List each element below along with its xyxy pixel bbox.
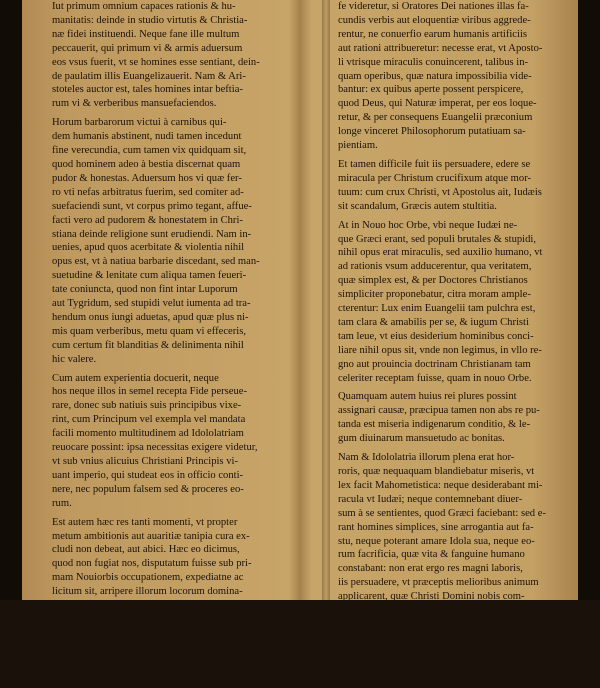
text-line: sit scandalum, Græcis autem stultitia.: [338, 200, 497, 212]
column-gutter: [322, 0, 330, 600]
text-line: hos neque illos in semel recepta Fide perseue-: [52, 386, 248, 398]
text-line: cterentur: Lux enim Euangelii tam pulchra est,: [338, 303, 536, 315]
text-line: quam operibus, quæ natura impossibilia vide-: [338, 70, 532, 82]
text-line: bantur: ex quibus aperte possent perspicere,: [338, 84, 524, 96]
text-line: dem humanis abstinent, nudi tamen incedunt: [52, 131, 242, 143]
text-line: facili momento multitudinem ad Idololatriam: [52, 428, 244, 440]
text-line: rint, cum Principum vel exempla vel mandata: [52, 414, 246, 426]
text-line: Nam & Idololatria illorum plena erat hor-: [338, 452, 515, 464]
text-line: Cum autem experientia docuerit, neque: [52, 372, 219, 384]
text-line: mam Nouiorbis occupationem, expediatne ac: [52, 572, 244, 584]
text-line: reuocare possint: ipsa necessitas exigere videtur,: [52, 442, 258, 454]
text-line: ad rationis vsum adducerentur, qua veritatem,: [338, 261, 532, 273]
left-text-column: [52, 0, 300, 686]
text-line: li vtrisque miraculis conuincerent, talibus in-: [338, 56, 529, 68]
text-line: rentur, ne conuerfio earum humanis artificiis: [338, 28, 528, 40]
text-line: que quicquid illis proponebatur de magnitudi-: [338, 665, 533, 677]
text-line: liare nihil opus sit, vnde non legimus, in vllo re-: [338, 344, 542, 356]
left-binding-edge: [0, 0, 22, 600]
text-line: manitatis: deinde in studio virtutis & Christia-: [52, 14, 248, 26]
text-line: tanda est miseria indigenarum conditio, & le-: [338, 419, 531, 431]
text-line: fine verecundia, cum tamen vix quidquam sit,: [52, 145, 247, 157]
text-line: mna, quæ illinc quidem Mahometistæ, hinc ve-: [52, 627, 253, 639]
text-line: tam clara & amabilis per se, & iugum Christi: [338, 316, 529, 328]
text-line: rum.: [52, 497, 72, 509]
text-line: iis persuadere, vt præceptis melioribus animum: [338, 577, 539, 589]
text-line: At in Nouo hoc Orbe, vbi neque Iudæi ne-: [338, 219, 518, 231]
text-line: tate coniuncta, quod non fint intar Luporum: [52, 284, 238, 296]
text-line: hic valere.: [52, 353, 97, 365]
text-line: uenies, apud quos acerbitate & violentia nihil: [52, 242, 245, 254]
text-line: cundis verbis aut eloquentiæ viribus aggrede-: [338, 14, 531, 26]
text-line: licitum sit, arripere illorum locorum domina-: [52, 586, 243, 598]
text-line: uant imperio, qui studeat eos in officio conti-: [52, 469, 244, 481]
text-line: peccauerit, qui primum vi & armis aduersum: [52, 42, 243, 54]
text-line: tam leue, vt eius desiderium hominibus conci-: [338, 330, 534, 342]
text-line: quæ simplex est, & per Doctores Christianos: [338, 275, 528, 287]
text-line: mendauit lenitas.: [338, 605, 411, 617]
text-line: stu, neque poterant amare Idola sua, neque eo-: [338, 535, 535, 547]
text-line: assignari causæ, præcipua tamen non abs re pu-: [338, 405, 540, 417]
text-line: rum vi & verberibus mansuefaciendos.: [52, 98, 217, 110]
text-line: suefaciendi sunt, vt corpus primo tegant, affue-: [52, 200, 252, 212]
text-line: ro Angli intulerunt.: [52, 641, 134, 653]
text-line: gno aut prouincia doctrinam Christianam tam: [338, 358, 531, 370]
text-line: Horum barbarorum victui à carnibus qui-: [52, 117, 227, 129]
text-line: Quamquam autem huius rei plures possint: [338, 391, 517, 403]
text-line: ro vti nefas arbitratus fuerim, sed comiter ad-: [52, 186, 244, 198]
text-line: gum diuinarum mansuetudo ac bonitas.: [338, 433, 505, 445]
text-line: aut rationi attribueretur: necesse erat, vt Aposto-: [338, 42, 543, 54]
text-line: cludi non debeat, aut abici. Hæc eo dicimus,: [52, 544, 240, 556]
text-line: næ fidei instituendi. Neque fane ille multum: [52, 28, 240, 40]
text-line: Iut primum omnium capaces rationis & hu-: [52, 1, 236, 12]
text-line: eos vsus fuerit, vt se homines esse sentiant, dein-: [52, 56, 260, 68]
text-line: sum à se sentientes, quod Græci faciebant: sed e-: [338, 507, 546, 519]
text-line: opus est, vt à natiua barbarie discedant, sed man-: [52, 256, 260, 268]
text-line: Accedit, quod quo minus alta saperent, eo a-: [338, 623, 527, 635]
text-line: fermones de rebus diuinis & cœlestibus, adeo-: [338, 651, 535, 663]
text-line: hendum onus iungi aduetas, apud quæ plus ni-: [52, 311, 249, 323]
text-line: rum facrificia, quæ vita & fanguine humano: [338, 549, 525, 561]
text-line: que Græci erant, sed populi brutales & stupidi,: [338, 233, 537, 245]
text-line: metum ambitionis aut auaritiæ tanipia cura ex-: [52, 530, 250, 542]
text-line: quod Deus, qui Naturæ imperat, per eos loque-: [338, 98, 537, 110]
text-line: aut Tygridum, sed stupidi velut iumenta ad tra-: [52, 298, 251, 310]
text-line: cum certum fit blanditias & delinimenta nihil: [52, 339, 244, 351]
text-line: roris, quæ nequaquam blandiebatur miseris, vt: [338, 466, 535, 477]
right-text-column: [338, 0, 586, 677]
text-line: stoteles auctor est, tales homines intar beftia-: [52, 84, 243, 96]
text-line: nas occupassent Insulas, & Angli potissimam: [52, 674, 244, 686]
text-line: uidius & cum maiore admiratione audirent: [338, 637, 519, 649]
text-line: miracula per Christum crucifixum atque mor-: [338, 172, 532, 184]
text-line: stra ætate superuacanea est, ob frequentia da-: [52, 613, 245, 625]
text-line: fe videretur, si Oratores Dei nationes illas fa-: [338, 1, 529, 12]
text-line: de paulatim illis Euangelizauerit. Nam & Ari-: [52, 70, 246, 82]
text-line: stiana deinde religione sunt erudiendi. Nam in-: [52, 228, 252, 240]
text-line: retur, & per consequens Euangelii præconium: [338, 112, 533, 124]
text-line: celeriter receptam fuisse, quam in nouo Orbe.: [338, 372, 532, 384]
text-line: vt sub vnius alicuius Christiani Principis vi-: [52, 456, 238, 467]
text-line: racula vt Iudæi; neque contemnebant diuer-: [338, 493, 523, 505]
text-line: nere, nec populum falsem sed & proceres eo-: [52, 483, 244, 495]
text-line: pientiam.: [338, 140, 378, 152]
text-line: Est autem hæc res tanti momenti, vt propter: [52, 516, 238, 528]
text-line: facti vero ad pudorem & honestatem in Chri-: [52, 214, 243, 226]
text-line: pudor & honestas. Aduersum hos vi quæ fer-: [52, 172, 242, 184]
text-line: Non est enim dubium, quin Turcæ Philippi-: [52, 660, 237, 672]
text-line: quod hominem adeo à bestia discernat quam: [52, 158, 241, 170]
text-line: suetudine & lenitate cum aliqua tamen feueri-: [52, 270, 247, 282]
text-line: Et tamen difficile fuit iis persuadere, edere se: [338, 158, 531, 170]
text-line: rare, donec sub natiuis suis principibus vixe-: [52, 400, 242, 412]
text-line: longe vinceret Philosophorum putatiuam sa-: [338, 126, 526, 138]
text-line: rant homines simplices, sine arrogantia aut fa-: [338, 521, 534, 533]
text-line: lex facit Mahometistica: neque desiderabant mi-: [338, 479, 543, 491]
text-line: constabant: non erat ergo res magni laboris,: [338, 563, 523, 575]
text-line: mis quam verberibus, metu quam vi effeceris,: [52, 325, 246, 337]
text-line: simpliciter proponebatur, citra moram ample-: [338, 289, 531, 301]
text-line: nihil opus erat miraculis, sed auxilio humano, vt: [338, 247, 543, 259]
text-line: tuum: cum crux Christi, vt Apostolus ait, Iudæis: [338, 186, 542, 198]
text-line: applicarent, quæ Christi Domini nobis com-: [338, 591, 525, 603]
text-line: quod non fugiat nos, disputatum fuisse sub pri-: [52, 558, 252, 570]
text-line: tum fue supremum imperium: sed quæstio no-: [52, 600, 248, 612]
